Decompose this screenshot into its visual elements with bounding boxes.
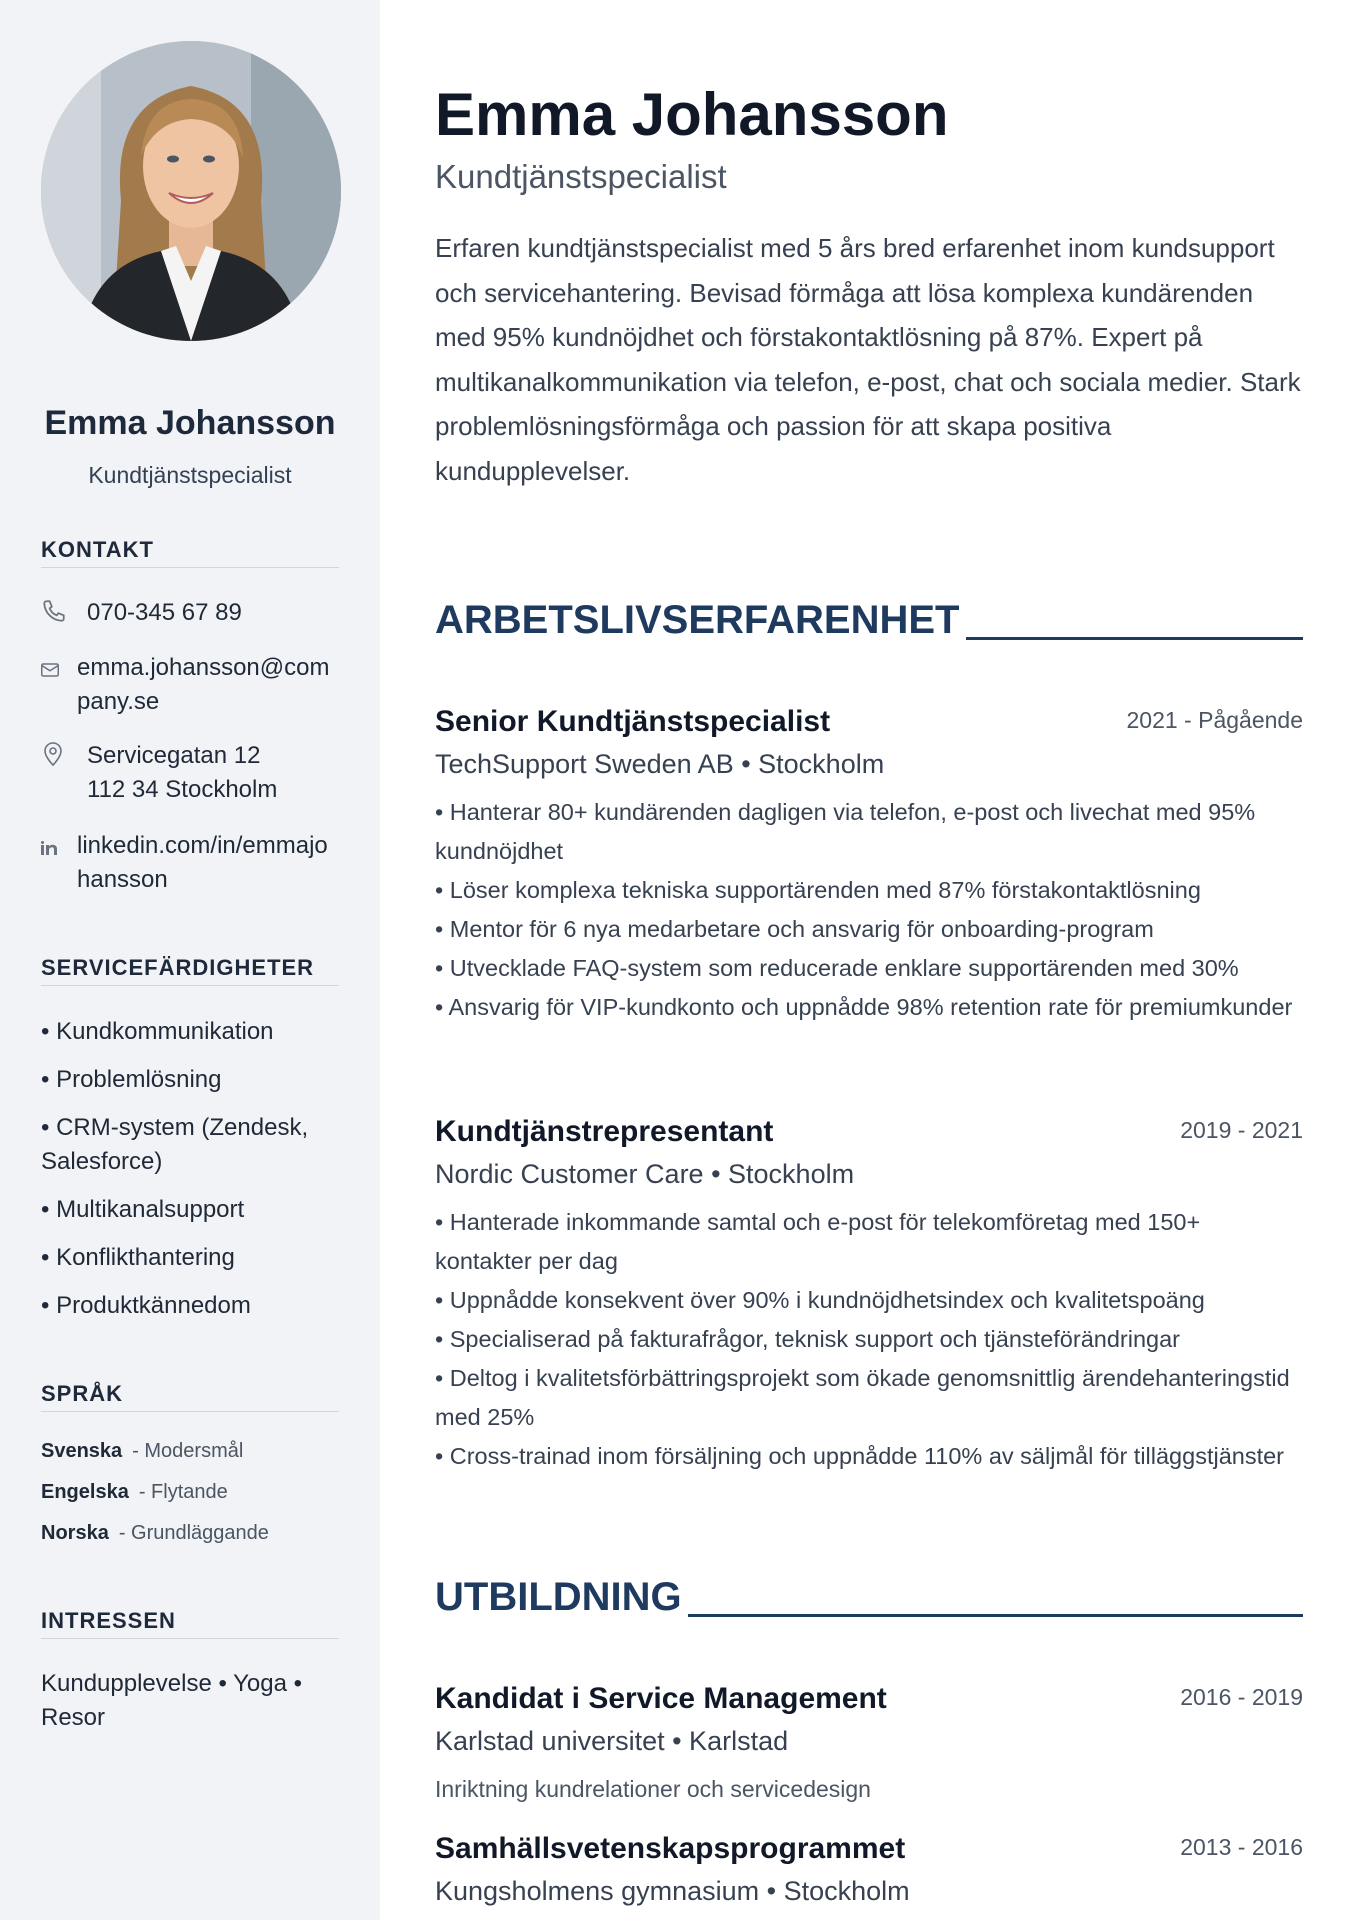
address-line1: Servicegatan 12	[87, 742, 261, 769]
education-school: Kungsholmens gymnasium • Stockholm	[435, 1876, 910, 1906]
contact-address	[41, 739, 339, 807]
education-date: 2016 - 2019	[1180, 1684, 1303, 1710]
education-title: Samhällsvetenskapsprogrammet	[435, 1832, 906, 1865]
contact-linkedin[interactable]	[41, 829, 339, 897]
job-bullet: • Ansvarig för VIP-kundkonto och uppnådde 98% retention rate för premiumkunder	[435, 994, 1293, 1020]
skill-item: • CRM-system (Zendesk, Salesforce)	[41, 1114, 309, 1175]
job-title: Kundtjänstrepresentant	[435, 1115, 774, 1148]
job-bullet: • Mentor för 6 nya medarbetare och ansvarig för onboarding-program	[435, 916, 1154, 942]
skill-item: • Multikanalsupport	[41, 1196, 245, 1223]
language-item	[41, 1481, 339, 1504]
interests-heading: INTRESSEN	[41, 1608, 339, 1639]
skill-item: • Problemlösning	[41, 1066, 222, 1093]
language-item	[41, 1522, 339, 1545]
email-text: emma.johansson@company.se	[77, 654, 330, 715]
education-section-header	[435, 1575, 1303, 1619]
linkedin-text: linkedin.com/in/emmajohansson	[77, 832, 328, 893]
language-item	[41, 1440, 339, 1463]
profile-photo	[41, 41, 341, 341]
phone-text: 070-345 67 89	[87, 599, 242, 626]
linkedin-icon	[41, 841, 67, 855]
job-bullet: • Utvecklade FAQ-system som reducerade enklare supportärenden med 30%	[435, 955, 1239, 981]
experience-section-header	[435, 598, 1303, 642]
education-date: 2013 - 2016	[1180, 1834, 1303, 1860]
contact-heading: KONTAKT	[41, 537, 339, 568]
interests-text: Kundupplevelse • Yoga • Resor	[41, 1670, 303, 1731]
profile-summary: Erfaren kundtjänstspecialist med 5 års bred erfarenhet inom kundsupport och servicehantering. Bevisad förmåga att lösa komplexa kundärenden med 95% kundnöjdhet och förstakontaktlösning på 87%. Expert på multikanalkommunikation via telefon, e-post, chat och sociala medier. Stark problemlösningsförmåga och passion för att skapa positiva kundupplevelser.	[435, 233, 1301, 486]
sidebar	[0, 0, 380, 1920]
job-entry	[435, 705, 1303, 1065]
language-level: - Flytande	[138, 1481, 228, 1503]
education-entry	[435, 1832, 1303, 1920]
job-bullets	[435, 1203, 1303, 1476]
job-bullet: • Hanterar 80+ kundärenden dagligen via telefon, e-post och livechat med 95% kundnöjdhet	[435, 799, 1256, 864]
profile-photo-illustration	[41, 41, 341, 341]
phone-icon	[41, 598, 67, 624]
education-heading: UTBILDNING	[435, 1575, 688, 1619]
job-bullet: • Cross-trainad inom försäljning och uppnådde 110% av säljmål för tilläggstjänster	[435, 1443, 1285, 1469]
job-title: Senior Kundtjänstspecialist	[435, 705, 831, 738]
job-bullet: • Deltog i kvalitetsförbättringsprojekt som ökade genomsnittlig ärendehanteringstid med 25%	[435, 1365, 1290, 1430]
job-company: TechSupport Sweden AB • Stockholm	[435, 749, 885, 779]
education-school: Karlstad universitet • Karlstad	[435, 1726, 789, 1756]
language-level: - Modersmål	[132, 1440, 244, 1462]
job-bullet: • Löser komplexa tekniska supportärenden med 87% förstakontaktlösning	[435, 877, 1201, 903]
job-bullet: • Hanterade inkommande samtal och e-post för telekomföretag med 150+ kontakter per dag	[435, 1209, 1201, 1274]
contact-phone[interactable]	[41, 596, 339, 630]
skill-item: • Kundkommunikation	[41, 1018, 274, 1045]
job-entry	[435, 1115, 1303, 1515]
experience-heading: ARBETSLIVSERFARENHET	[435, 598, 966, 642]
skill-item: • Konflikthantering	[41, 1244, 235, 1271]
main-name: Emma Johansson	[435, 81, 949, 148]
mail-icon	[41, 663, 67, 677]
language-name: Norska	[41, 1522, 109, 1544]
language-name: Svenska	[41, 1440, 123, 1462]
job-bullets	[435, 793, 1303, 1027]
education-title: Kandidat i Service Management	[435, 1682, 887, 1715]
education-entry	[435, 1682, 1303, 1812]
job-date: 2019 - 2021	[1180, 1117, 1303, 1143]
location-pin-icon	[41, 741, 67, 767]
education-detail: Inriktning kundrelationer och servicedesign	[435, 1776, 871, 1802]
language-level: - Grundläggande	[118, 1522, 269, 1544]
skills-heading: SERVICEFÄRDIGHETER	[41, 955, 339, 986]
main-title: Kundtjänstspecialist	[435, 158, 727, 195]
job-bullet: • Specialiserad på fakturafrågor, teknisk support och tjänsteförändringar	[435, 1326, 1180, 1352]
sidebar-title: Kundtjänstspecialist	[88, 462, 292, 488]
skill-item: • Produktkännedom	[41, 1292, 251, 1319]
sidebar-name: Emma Johansson	[44, 404, 336, 442]
job-date: 2021 - Pågående	[1126, 707, 1303, 733]
languages-heading: SPRÅK	[41, 1381, 339, 1412]
language-name: Engelska	[41, 1481, 129, 1503]
job-bullet: • Uppnådde konsekvent över 90% i kundnöjdhetsindex och kvalitetspoäng	[435, 1287, 1205, 1313]
address-line2: 112 34 Stockholm	[87, 776, 278, 803]
job-company: Nordic Customer Care • Stockholm	[435, 1159, 855, 1189]
contact-email[interactable]	[41, 651, 339, 719]
